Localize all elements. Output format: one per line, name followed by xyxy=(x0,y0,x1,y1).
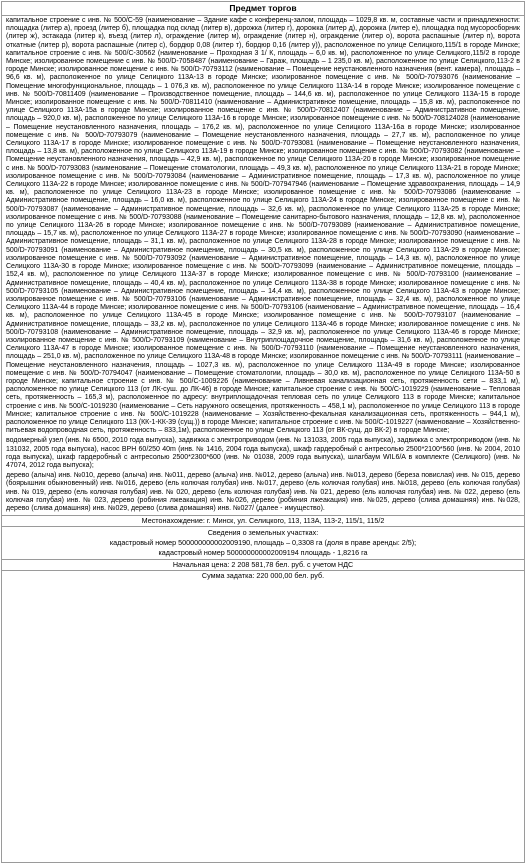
lot-paragraph-buildings: капитальное строение с инв. № 500/С-59 (наименование – Здание кафе с конференц-залом, площадь – 1029,8 кв. м, составные части и принадлежности: площадка (литер а), проезд (литер б), площадка под склад (литер в), дорожка (литер г), дорожка (литер д), дорожка (литер е), площадка под мусоросборник (литер ж), эстакада (литер к), въезд (литер л), ограждение (литер м), ограждение (литер н), ограждение (литер о), ворота распашные (литер п), ворота откатные (литер р), ворота распашные (литер с), бордюр 0,08 (литер т), бордюр 0,16 (литер у)), расположенное по улице Селицкого,115/1 в городе Минске; капитальное строение с инв. № 500/С-30562 (наименование – Проходная 3 1/ К, площадь – 6,0 кв. м), расположенное по улице Селицкого,115/2 в городе Минске; изолированное помещение с инв. № 500/D-7058487 (наименование – Гараж, площадь – 1 235,0 кв. м), расположенное по улице Селицкого,113-2 в городе Минске; изолированное помещение с инв. № 500/D-70793112 (наименование – Помещение неустановленного назначения (вент. камера), площадь – 96,6 кв. м), расположенное по улице Селицкого 113А-13 в городе Минске; изолированное помещение с инв. № 500/D-70793076 (наименование – Помещение многофункциональное, площадь – 1 076,3 кв. м), расположенное по улице Селицкого 113А-14 в городе Минске; изолированное помещение с инв. № 500/D-70811409 (наименование – Производственное помещение, площадь – 144,6 кв. м), расположенное по улице Селицкого 113А-15 в городе Минске; изолированное помещение с инв. № 500/D-70811410 (наименование – Административное помещение, площадь – 15,8 кв. м), расположенное по улице Селицкого 113А-15а в городе Минске; изолированное помещение с инв. № 500/D-70812407 (наименование – Административное помещение, площадь – 920,0 кв. м), расположенное по улице Селицкого 113А-16 в городе Минске; изолированное помещение с инв. № 500/D-708124028 (наименование – Помещение неустановленного назначения, площадь – 176,2 кв. м), расположенное по улице Селицкого 113А-16а в городе Минске; изолированное помещение с инв. № 500/D-70793079 (наименование – Помещение неустановленного назначения, площадь – 27,7 кв. м), расположенное по улице Селицкого 113А-17 в городе Минске; изолированное помещение с инв. № 500/D-70793081 (наименование – Помещение неустановленного назначения, площадь – 13,8 кв. м), расположенное по улице Селицкого 113А-19 в городе Минске; изолированное помещение с инв. № 500/D-70793082 (наименование – Помещение неустановленного назначения, площадь – 42,9 кв. м), расположенное по улице Селицкого 113А-20 в городе Минске; изолированное помещение с инв. № 500/D-70793083 (наименование – Помещение стоматологии, площадь – 49,3 кв. м), расположенное по улице Селицкого 113А-21 в городе Минске; изолированное помещение с инв. № 500/D-70793084 (наименование – Административное помещение, площадь – 17,3 кв. м), расположенное по улице Селицкого 113А-22 в городе Минске; изолированное помещение с инв. № 500/D-707947946 (наименование – Помещение здравоохранения, площадь – 14,9 кв. м), расположенное по улице Селицкого 113А-23 в городе Минске; изолированное помещение с инв. № 500/D-70793086 (наименование – Административное помещение, площадь – 16,0 кв. м), расположенное по улице Селицкого 113А-24 в городе Минске; изолированное помещение с инв. № 500/D-70793087 (наименование – Административное помещение, площадь – 32,6 кв. м), расположенное по улице Селицкого 113А-25 в городе Минске; изолированное помещение с инв. № 500/D-70793088 (наименование – Помещение санитарно-бытового назначения, площадь – 12,8 кв. м), расположенное по улице Селицкого 113А-26 в городе Минске; изолированное помещение с инв. № 500/D-70793089 (наименование – Административное помещение, площадь – 15,7 кв. м), расположенное по улице Селицкого 113А-27 в городе Минске; изолированное помещение с инв. № 500/D-70793090 (наименование – Административное помещение, площадь – 31,1 кв. м), расположенное по улице Селицкого 113А-28 в городе Минске; изолированное помещение с инв. № 500/D-70793091 (наименование – Административное помещение, площадь – 30,5 кв. м), расположенное по улице Селицкого 113А-29 в городе Минске; изолированное помещение с инв. № 500/D-70793092 (наименование – Административное помещение, площадь – 14,3 кв. м), расположенное по улице Селицкого 113А-30 в городе Минске; изолированное помещение с инв. № 500/D-70793099 (наименование – Административное помещение, площадь – 152,4 кв. м), расположенное по улице Селицкого 113А-37 в городе Минске; изолированное помещение с инв. № 500/D-70793100 (наименование – Административное помещение, площадь – 40,4 кв. м), расположенное по улице Селицкого 113А-38 в городе Минске; изолированное помещение с инв. № 500/D-70793105 (наименование – Административное помещение, площадь – 14,4 кв. м), расположенное по улице Селицкого 113А-43 в городе Минске; изолированное помещение с инв. № 500/D-70793106 (наименование – Административное помещение, площадь – 32,4 кв. м), расположенное по улице Селицкого 113А-44 в городе Минске; изолированное помещение с инв. № 500/D-70793106 (наименование – Административное помещение, площадь – 16,4 кв. м), расположенное по улице Селицкого 113А-45 в городе Минске; изолированное помещение с инв. № 500/D-70793107 (наименование – Административное помещение, площадь – 33,2 кв. м), расположенное по улице Селицкого 113А-46 в городе Минске; изолированное помещение с инв. № 500/D-70793108 (наименование – Административное помещение, площадь – 32,9 кв. м), расположенное по улице Селицкого 113А-46 в городе Минске; изолированное помещение с инв. № 500/D-70793109 (наименование – Внутриплощадочное помещение, площадь – 31,6 кв. м), расположенное по улице Селицкого 113А-47 в городе Минске; изолированное помещение с инв. № 500/D-70793110 (наименование – Помещение неустановленного назначения, площадь – 251,0 кв. м), расположенное по улице Селицкого 113А-48 в городе Минске; изолированное помещение с инв. № 500/D-70793111 (наименование – Помещение неустановленного назначения, площадь – 1027,3 кв. м), расположенное по улице Селицкого 113А-49 в городе Минске; изолированное помещение с инв. № 500/D-70794047 (наименование – Помещение стоматологии, площадь – 30,0 кв. м), расположенное по улице Селицкого 113А-50 в городе Минске; капитальное строение с инв. № 500/С-1009226 (наименование – Ливневая канализационная сеть, протяженность сети – 833,1 м), расположенное по улице Селицкого 113 (от ЛК-суш. до ЛК-46) в городе Минске; капитальное строение с инв. № 500/С-1019229 (наименование – Тепловая сеть, протяженность – 165,3 м), расположенное по адресу: внутриплощадочная тепловая сеть по улице Селицкого 113 в городе Минске; капитальное строение с инв. № 500/С-1019230 (наименование – Сеть наружного освещения, протяженность – 458,1 м), расположенное по улице Селицкого 113 в городе Минске; капитальное строение с инв. № 500/С-1019228 (наименование – Хозяйственно-фекальная канализационная сеть, протяженность – 944,1 м), расположенное по улице Селицкого 113 (КК-1-КК-39 (сущ.)) в городе Минске; капитальное строение с инв. № 500/С-1019227 (наименование – Хозяйственно-питьевая водопроводная сеть, протяженность – 833,1м), расположенное по улице Селицкого 113 (от ВК-сущ. до ВК-2) в городе Минске; xyxy=(6,17,520,435)
deposit-row: Сумма задатка: 220 000,00 бел. руб. xyxy=(2,570,524,581)
land-plot-2: кадастровый номер 500000000002009194 площадь - 1,8216 га xyxy=(158,548,368,558)
land-info-row xyxy=(2,526,524,559)
section-header: Предмет торгов xyxy=(2,2,524,16)
location-row: Местонахождение: г. Минск, ул. Селицкого, 113, 113А, 113-2, 115/1, 115/2 xyxy=(2,515,524,526)
lot-paragraph-equipment: водомерный узел (инв. № 6500, 2010 года выпуска), задвижка с электроприводом (инв. № 131033, 2005 года выпуска), задвижка с электроприводом (инв. № 131032, 2005 года выпуска), насос ВРН 60/250 40m (инв. № 1416, 2004 года выпуска), шкаф гардеробный с антресолью 2500*2100*560 (инв. № 2004, 2010 года выпуска), шкаф гардеробный с антресолью 2500*2300*600 (инв. № 01038, 2009 года выпуска), шлагбаум WIL6/A в комплекте (Селицкого) (инв. № 47074, 2012 года выпуска); xyxy=(6,437,520,469)
lot-paragraph-trees: дерево (алыча) инв. №010, дерево (алыча) инв. №011, дерево (алыча) инв. №012, дерево (алыча) инв. №013, дерево (береза повислая) инв. № 015, дерево (боярышник обыкновенный) инв. №016, дерево (ель колючая голубая) инв. №017, дерево (ель колючая голубая) инв. №018, дерево (ель колючая голубая) инв. № 019, дерево (ель колючая голубая) инв. № 020, дерево (ель колючая голубая) инв. № 021, дерево (ель колючая голубая) инв. № 022, дерево (ель колючая голубая) инв. № 023, дерево (робиния лжеакация) инв. №026, дерево (робиния лжеакация) инв. №025, дерево (слива домашняя) инв. №028, дерево (слива домашняя) инв. №029, дерево (слива домашняя) инв. №027/ (далее - имущество). xyxy=(6,472,520,512)
start-price-row: Начальная цена: 2 208 581,78 бел. руб. с учетом НДС xyxy=(2,559,524,570)
lot-description-body xyxy=(2,16,524,513)
lot-description-table xyxy=(1,1,525,863)
land-info-title: Сведения о земельных участках: xyxy=(207,528,319,538)
land-plot-1: кадастровый номер 500000000002009190, площадь – 0,3308 га (доля в праве аренды: 2/5); xyxy=(109,538,417,548)
